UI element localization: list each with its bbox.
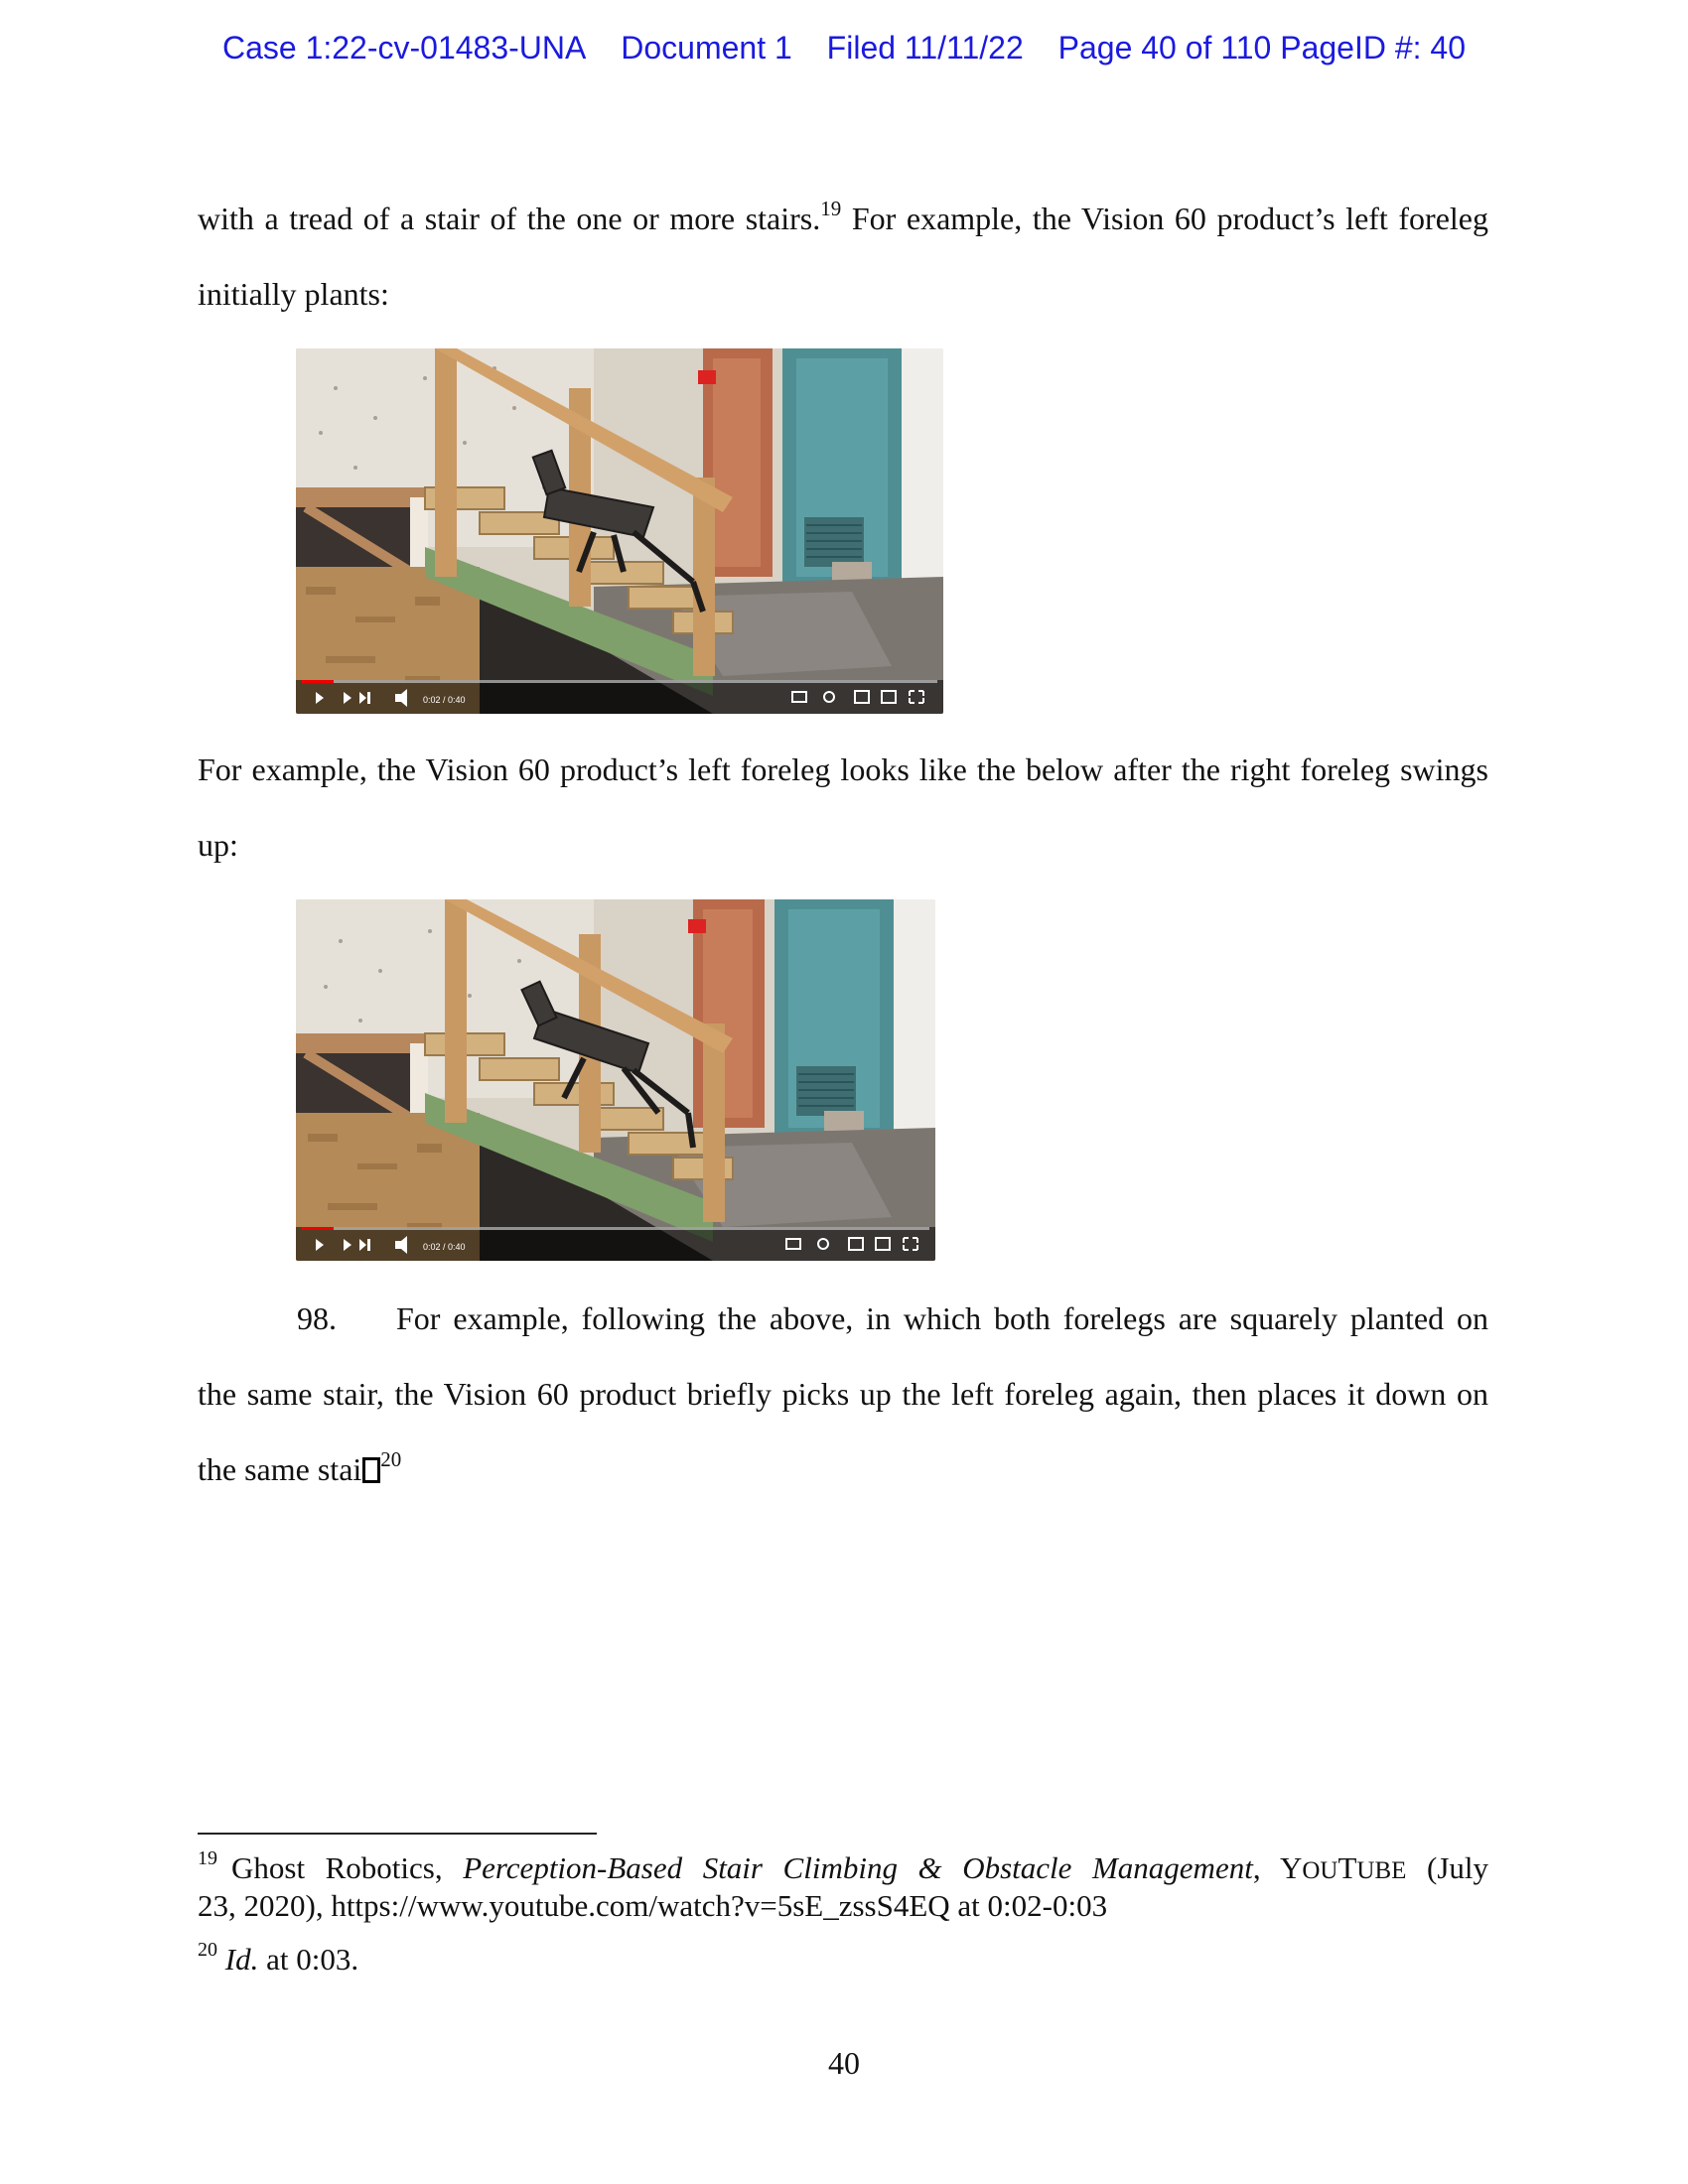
- paragraph-line: For example, the Vision 60 product’s left foreleg looks like the below after the right foreleg swings: [198, 751, 1488, 787]
- footnote-text: at 0:03.: [258, 1942, 359, 1977]
- stair-climbing-frame-1: [296, 348, 943, 714]
- footnote-title: Perception-Based Stair Climbing & Obstacle Management: [463, 1850, 1253, 1885]
- footnote-separator: [198, 1833, 597, 1835]
- paragraph-text: For example, following the above, in which both forelegs are squarely planted on: [396, 1300, 1488, 1336]
- paragraph-number: 98.: [297, 1300, 337, 1336]
- paragraph-line: [198, 181, 1488, 260]
- footnote-site: T: [1337, 1850, 1357, 1885]
- paragraph-text: For example, the Vision 60 product’s left foreleg: [841, 201, 1489, 236]
- footnote-date: (July: [1406, 1850, 1488, 1885]
- header-case-number: Case 1:22-cv-01483-UNA: [221, 30, 587, 66]
- footnote-site: Y: [1279, 1850, 1303, 1885]
- footnote-ref-20[interactable]: 20: [380, 1447, 402, 1471]
- paragraph-line: up:: [198, 827, 238, 863]
- header-filed-date: Filed 11/11/22: [826, 30, 1024, 66]
- footnote-19-line2[interactable]: 23, 2020), https://www.youtube.com/watch?v=5sE_zssS4EQ at 0:02-0:03: [198, 1888, 1108, 1923]
- footnote-number: 20: [198, 1939, 217, 1961]
- footnote-site: OU: [1302, 1857, 1338, 1884]
- video-time-label: 0:02 / 0:40: [423, 695, 466, 705]
- header-page-info: Page 40 of 110 PageID #: 40: [1057, 30, 1467, 66]
- footnote-site: UBE: [1356, 1857, 1407, 1884]
- missing-glyph-box: [362, 1457, 380, 1483]
- paragraph-line: the same stair, the Vision 60 product briefly picks up the left foreleg again, then places it down on: [198, 1376, 1488, 1412]
- page-number: 40: [828, 2045, 860, 2081]
- footnote-id: Id.: [224, 1942, 259, 1977]
- paragraph-98-line: [198, 1281, 1488, 1356]
- header-document: Document 1: [621, 30, 792, 66]
- paragraph-text: with a tread of a stair of the one or more stairs.: [198, 201, 821, 236]
- paragraph-line: initially plants:: [198, 276, 389, 312]
- video-time-label: 0:02 / 0:40: [423, 1242, 466, 1252]
- footnote-ref-19[interactable]: 19: [820, 197, 842, 220]
- paragraph-line: [198, 1432, 1488, 1511]
- stair-climbing-frame-2: [296, 899, 935, 1261]
- paragraph-text: the same stai: [198, 1451, 362, 1487]
- video-screenshot-2: [296, 899, 935, 1261]
- footnote-author: Ghost Robotics,: [231, 1850, 464, 1885]
- video-screenshot-1: [296, 348, 943, 714]
- footnote-number: 19: [198, 1847, 217, 1869]
- footnote-19-line1: $^{19}$ Ghost Robotics, Perception-Based Stair Climbing & Obstacle Management, YOUTUBE (July: [198, 1847, 1488, 1885]
- footnote-20: [198, 1941, 1488, 1982]
- case-header: [0, 30, 1688, 67]
